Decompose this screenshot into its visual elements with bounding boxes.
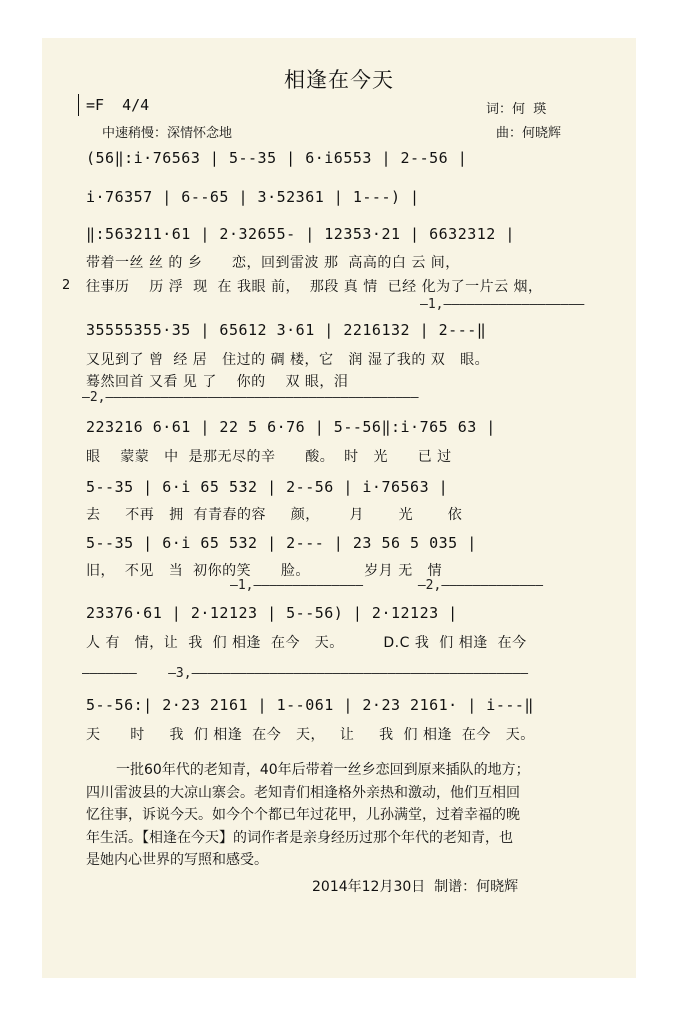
volta-bracket-3: ——————— —3,——————————————————————————————————————————— [82, 666, 529, 681]
score-line-7: 5--35 | 6·i 65 532 | 2--- | 23 56 5 035 | [86, 534, 477, 552]
score-line-8: 23376·61 | 2·12123 | 5--56) | 2·12123 | [86, 604, 458, 622]
key-signature: =F 4/4 [86, 96, 150, 114]
lyric-line-5: 眼 蒙蒙 中 是那无尽的辛 酸。 时 光 已 过 [86, 449, 452, 465]
description-line-4: 年生活。【相逢在今天】的词作者是亲身经历过那个年代的老知青，也 [86, 829, 513, 846]
song-title: 相逢在今天 [284, 68, 394, 92]
composer-credit: 曲：何晓辉 [496, 126, 562, 141]
score-line-3: ‖:563211·61 | 2·32655- | 12353·21 | 6632312 | [86, 225, 515, 243]
lyric-line-3a: 带着一丝 丝 的 乡 恋，回到雷波 那 高高的白 云 间， [86, 255, 460, 271]
score-line-9: 5--56:| 2·23 2161 | 1--061 | 2·23 2161· | i---‖ [86, 696, 534, 714]
verse-number: 2 [62, 278, 71, 293]
lyric-line-9: 天 时 我 们 相逢 在今 天， 让 我 们 相逢 在今 天。 [86, 727, 535, 743]
lyric-line-6: 去 不再 拥 有青春的容 颜， 月 光 依 [86, 507, 463, 523]
score-line-1: (56‖:i·76563 | 5--35 | 6·i6553 | 2--56 | [86, 149, 468, 167]
description-line-3: 忆往事，诉说今天。如今个个都已年过花甲，儿孙满堂，过着幸福的晚 [86, 807, 520, 823]
description-line-5: 是她内心世界的写照和感受。 [86, 852, 268, 868]
score-line-5: 223216 6·61 | 22 5 6·76 | 5--56‖:i·765 63 | [86, 418, 496, 436]
tempo-marking: 中速稍慢：深情怀念地 [102, 126, 233, 141]
score-line-6: 5--35 | 6·i 65 532 | 2--56 | i·76563 | [86, 478, 449, 496]
description-line-2: 四川雷波县的大凉山寨会。老知青们相逢格外亲热和激动，他们互相回 [86, 784, 520, 801]
lyric-line-4b: 蓦然回首 又看 见 了 你的 双 眼，泪 [86, 374, 349, 390]
song-description [86, 759, 606, 872]
score-line-4: 35555355·35 | 65612 3·61 | 2216132 | 2---‖ [86, 321, 487, 339]
volta-brackets-1-2: —1,—————————————— —2,————————————— [230, 578, 544, 593]
lyric-line-4a: 又见到了 曾 经 居 住过的 碉 楼，它 润 湿了我的 双 眼。 [86, 352, 490, 368]
volta-bracket-2: —2,———————————————————————————————————————— [82, 390, 419, 405]
header-left-barline [78, 94, 79, 116]
date-and-arranger: 2014年12月30日 制谱：何晓辉 [312, 879, 519, 895]
description-line-1: 一批60年代的老知青，40年后带着一丝乡恋回到原来插队的地方； [116, 762, 530, 778]
lyricist-credit: 词：何 瑛 [486, 102, 547, 117]
lyric-line-3b: 往事历 历 浮 现 在 我眼 前， 那段 真 情 已经 化为了一片云 烟， [86, 279, 543, 295]
lyric-line-7: 旧， 不见 当 初你的笑 脸。 岁月 无 情 [86, 563, 443, 579]
volta-bracket-1: —1,—————————————————— [420, 297, 585, 312]
score-line-2: i·76357 | 6--65 | 3·52361 | 1---) | [86, 188, 420, 206]
lyric-line-8: 人 有 情，让 我 们 相逢 在今 天。 D.C 我 们 相逢 在今 [86, 635, 527, 651]
score-sheet [42, 38, 636, 978]
